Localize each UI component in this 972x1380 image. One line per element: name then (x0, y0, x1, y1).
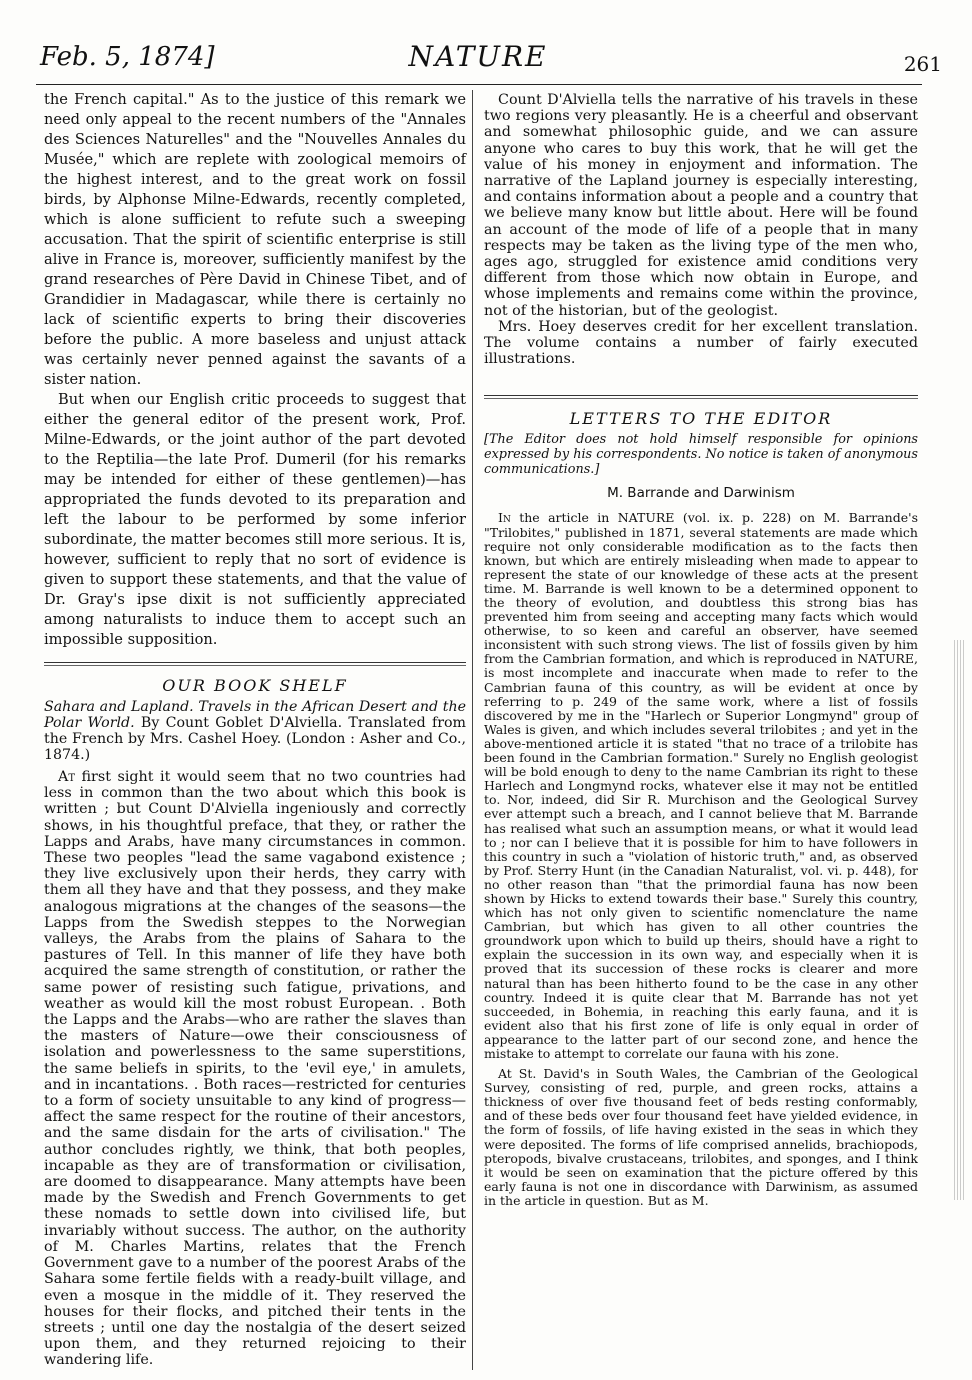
book-reference (44, 699, 466, 763)
letter-title: M. Barrande and Darwinism (607, 485, 795, 502)
letter-paragraph: At St. David's in South Wales, the Cambrian of the Geological Survey, consisting of red, purple, and green rocks, attains a thickness of over five thousand feet of beds resting conformably, and of these beds over four thousand feet have yielded evidence, in the form of fossils, of life having existed in the seas in which they were deposited. The forms of life comprised annelids, brachiopods, pteropods, bivalve crustaceans, trilobites, and sponges, and I think it would be seen on examination that the picture offered by this early fauna is not one in discordance with Darwinism, as assumed in the article in question. But as M. (484, 1066, 918, 1208)
journal-title: NATURE (408, 40, 548, 73)
review-continuation-paragraph: Mrs. Hoey deserves credit for her excellent translation. The volume contains a number of fairly executed illustrations. (484, 318, 918, 368)
right-column (484, 92, 918, 1208)
left-column (44, 90, 466, 1369)
letter-first-word: In (498, 510, 511, 526)
letters-heading: LETTERS TO THE EDITOR (569, 409, 833, 429)
book-review-paragraph (44, 769, 466, 1369)
letter-paragraph (484, 511, 918, 1061)
book-title: Sahara and Lapland. Travels in the African Desert and the Polar World. (44, 699, 466, 731)
column-divider (472, 90, 473, 1370)
page-header (28, 36, 942, 76)
review-text: first sight it would seem that no two countries had less in common than the two about which this book is written ; but Count D'Alviella ingeniously and correctly shows, in his thoughtful preface, that they, or rather the Lapps and Arabs, have many circumstances in common. These two peoples "lead the same vagabond existence ; they live exclusively upon their herds, they carry with them all they have and that they possess, and they make analogous migrations at the changes of the seasons—the Lapps from the Swedish steppes to the Norwegian valleys, the Arabs from the plains of Sahara to the pastures of Tell. In this manner of life they have both acquired the same strength of constitution, or rather the same power of resisting such fatigue, privations, and weather as would kill the most robust European. . Both the Lapps and the Arabs—who are rather the slaves than the masters of Nature—owe their consciousness of isolation and powerlessness to the same superstitions, the same beliefs in spirits, to the 'evil eye,' in amulets, and in incantations. . Both races—restricted for centuries to a form of society unsuitable to any kind of progress—affect the same respect for the routine of their ancestors, and the same disdain for the arts of civilisation." The author concludes rightly, we think, that both peoples, incapable as they are of transformation or civilisation, are doomed to disappearance. Many attempts have been made by the Swedish and French Governments to get these nomads to settle down into civilised life, but invariably without success. The author, on the authority of M. Charles Martins, relates that the French Government gave to a number of the poorest Arabs of the Sahara some fertile fields with a ready-built village, and even a mosque in the middle of it. They reserved the houses for their flocks, and pitched their tents in the streets ; until one day the nostalgia of the desert seized upon them, and they returned rejoicing to their wandering life. (44, 769, 466, 1369)
section-divider (484, 395, 918, 399)
continuation-paragraph: the French capital." As to the justice of this remark we need only appeal to the recent numbers of the "Annales des Sciences Naturelles" and the "Nouvelles Annales du Musée," which are replete with zoological memoirs of the highest interest, and to the great work on fossil birds, by Alphonse Milne-Edwards, recently completed, which is alone sufficient to refute such a sweeping accusation. That the spirit of scientific enterprise is still alive in France is, moreover, sufficiently manifest by the grand researches of Père David in Chinese Tibet, and of Grandidier in Madagascar, while there is certainly no lack of scientific experts to bring their discoveries before the public. A more baseless and unjust attack was certainly never penned against the savants of a sister nation. (44, 91, 466, 388)
editor-disclaimer: [The Editor does not hold himself responsible for opinions expressed by his correspondents. No notice is taken of anonymous communications.] (484, 432, 918, 478)
review-continuation-paragraph: Count D'Alviella tells the narrative of his travels in these two regions very pleasantly. He is a cheerful and observant and somewhat philosophic guide, and we can assure anyone who cares to buy this work, that he will get the value of his money in enjoyment and information. The narrative of the Lapland journey is especially interesting, and contains information about a people and a country that we believe many know but little about. Here will be found an account of the mode of life of a people that in many respects may be taken as the living type of the men who, ages ago, struggled for existence amid conditions very different from those which now obtain in Europe, and whose implements and remains come within the province, not of the historian, but of the geologist. (484, 92, 918, 319)
continuation-paragraph: But when our English critic proceeds to suggest that either the general editor of the present work, Prof. Milne-Edwards, or the joint author of the part devoted to the Reptilia—the late Prof. Dumeril (for his remarks may be intended for either of these gentlemen)—has appropriated the funds devoted to its preparation and left the labour to be performed by some inferior subordinate, the matter becomes still more serious. It is, however, sufficient to reply that no sort of evidence is given to support these statements, and that the value of Dr. Gray's ipse dixit is not sufficiently appreciated among naturalists to induce them to accept such an impossible supposition. (44, 391, 466, 648)
page-number: 261 (903, 52, 942, 76)
letter-text: the article in NATURE (vol. ix. p. 228) on M. Barrande's "Trilobites," published in 1871, several statements are made which require not only considerable modification as to the facts then known, but which are entirely misleading when made to appear to represent the state of our knowledge of these acts at the present time. M. Barrande is well known to be a determined opponent to the theory of evolution, and doubtless this strong bias has prevented him from seeing and accepting many facts which would otherwise, to so keen and careful an observer, have seemed inconsistent with such strong views. The list of fossils given by him from the Cambrian formation, and which is reproduced in NATURE, is most incomplete and inaccurate when made to refer to the Cambrian fauna of this country, as will be evident at once by referring to p. 249 of the same work, where a list of fossils discovered by me in the "Harlech or Superior Longmynd" group of Wales is given, and which includes several trilobites ; and yet in the above-mentioned article it is stated "that no trace of a trilobite has been found in the Cambrian formation." Surely no English geologist will be bold enough to deny to the name Cambrian its right to these Harlech and Longmynd rocks, whatever else it may not be entitled to. Nor, indeed, did Sir R. Murchison and the Geological Survey ever attempt such a breach, and I cannot believe that M. Barrande has realised what such an assumption means, or what it would lead to ; nor can I believe that it is possible for him to have followers in this country in such a "violation of historic truth," and, as observed by Prof. Sterry Hunt (in the Canadian Naturalist, vol. vi. p. 448), for no other reason than "that the primordial fauna has now been shown by Hicks to extend towards their base." Surely this country, which has not only given to scientific nomenclature the name Cambrian, but which has given to all other countries the groundwork upon which to build up theirs, should have a right to explain the succession in its own way, and especially when it is proved that its succession of these rocks is clearer and more natural than has been hitherto found to be the case in any other country. Indeed it is quite clear that M. Barrande has not yet succeeded, in Bohemia, in reaching this early fauna, and it is evident also that his first zone of life is only equal in order of appearance to the latter part of our second zone, and hence the mistake to attempt to correlate our fauna with his zone. (484, 510, 918, 1062)
issue-date: Feb. 5, 1874] (40, 42, 215, 72)
section-divider (44, 662, 466, 666)
header-rule (36, 84, 922, 85)
book-details: By Count Goblet D'Alviella. Translated from the French by Mrs. Cashel Hoey. (London : Asher and Co., 1874.) (44, 715, 466, 763)
scan-edge-marks (954, 640, 966, 1200)
review-first-word: At (58, 769, 75, 785)
book-shelf-heading: OUR BOOK SHELF (162, 676, 348, 695)
